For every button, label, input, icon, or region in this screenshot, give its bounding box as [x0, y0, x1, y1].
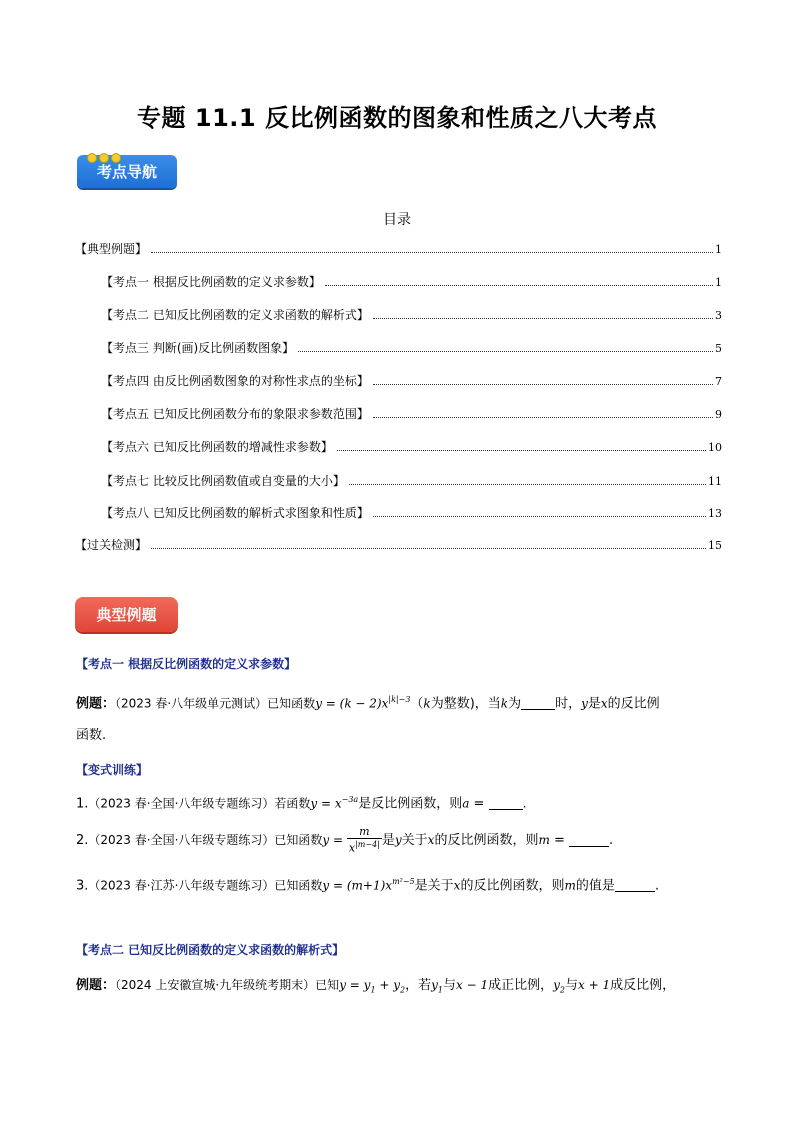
toc-leader [349, 484, 706, 485]
example-1-line2: 函数. [76, 728, 107, 743]
nav-badge-label: 考点导航 [96, 163, 157, 181]
toc-leader [373, 384, 713, 385]
example-1: 例题：（2023 春·八年级单元测试）已知函数$y = (k - 2)x^{|k|-3}(k$为整数)，当k为 时，y是x的反比例 [76, 695, 660, 712]
question-3: 3.（2023 春·江苏·八年级专题练习）已知函数$y = (m+1)x^{m^2-5}$是关于x的反比例函数，则m的值是 . [76, 877, 660, 894]
answer-blank[interactable] [489, 795, 523, 810]
section-heading-2: 【考点二 已知反比例函数的定义求函数的解析式】 [76, 943, 345, 957]
toc-page-number: 1 [715, 243, 722, 256]
toc-page-number: 10 [708, 441, 722, 454]
toc-page-number: 15 [708, 539, 722, 552]
toc-row-label: 【典型例题】 [75, 242, 148, 256]
question-1: 1.（2023 春·全国·八年级专题练习）若函数$y = x^{-3a}$是反比例函数，则a = . [76, 795, 527, 812]
examples-badge-label: 典型例题 [96, 606, 157, 624]
toc-leader [373, 318, 713, 319]
toc-row[interactable] [101, 472, 722, 492]
toc-row[interactable] [101, 273, 722, 293]
toc-page-number: 3 [715, 309, 722, 322]
toc-leader [337, 450, 706, 451]
toc-row[interactable] [101, 339, 722, 359]
example-2: 例题：（2024 上安徽宣城·九年级统考期末）已知$y = y_1 + y_2$，若$y_1$与x − 1成正比例，$y_2$与x + 1成反比例， [76, 978, 676, 995]
answer-blank[interactable] [521, 695, 555, 710]
toc-row-label: 【考点三 判断(画)反比例函数图象】 [101, 341, 295, 355]
toc-row-label: 【考点六 已知反比例函数的增减性求参数】 [101, 440, 333, 454]
toc-leader [373, 516, 706, 517]
toc-row-label: 【考点二 已知反比例函数的定义求函数的解析式】 [101, 308, 369, 322]
toc-leader [325, 285, 713, 286]
examples-badge [75, 597, 178, 632]
toc-row[interactable] [101, 372, 722, 392]
toc-leader [298, 351, 713, 352]
section-heading-1: 【考点一 根据反比例函数的定义求参数】 [76, 657, 297, 671]
toc-page-number: 1 [715, 276, 722, 289]
toc-page-number: 13 [708, 507, 722, 520]
fraction: $\frac{m}{x^{|m-4|}}$ [348, 825, 380, 855]
answer-blank[interactable] [569, 832, 609, 847]
nav-badge [77, 155, 177, 188]
toc-leader [373, 417, 713, 418]
formula: y = (k − 2)x [315, 696, 389, 711]
toc-leader [151, 252, 713, 253]
question-2: 2.（2023 春·全国·八年级专题练习）已知函数y = $\frac{m}{x^{|m-4|}}$ 是y关于x的反比例函数，则m = . [76, 825, 614, 855]
toc-row[interactable] [101, 306, 722, 326]
toc-row-label: 【过关检测】 [75, 538, 148, 552]
toc-row[interactable] [101, 405, 722, 425]
toc-row-label: 【考点五 已知反比例函数分布的象限求参数范围】 [101, 407, 369, 421]
toc-row[interactable] [75, 240, 722, 260]
toc-page-number: 7 [715, 375, 722, 388]
toc-page-number: 11 [708, 475, 722, 488]
toc-row[interactable] [101, 438, 722, 458]
toc-title: 目录 [383, 212, 411, 228]
toc-row-label: 【考点一 根据反比例函数的定义求参数】 [101, 275, 321, 289]
variant-training-heading: 【变式训练】 [76, 763, 149, 777]
toc-row-label: 【考点四 由反比例函数图象的对称性求点的坐标】 [101, 374, 369, 388]
toc-page-number: 9 [715, 408, 722, 421]
toc-row[interactable] [101, 504, 722, 524]
toc-page-number: 5 [715, 342, 722, 355]
toc-row-label: 【考点七 比较反比例函数值或自变量的大小】 [101, 474, 345, 488]
toc-leader [151, 548, 706, 549]
toc-row-label: 【考点八 已知反比例函数的解析式求图象和性质】 [101, 506, 369, 520]
answer-blank[interactable] [615, 877, 655, 892]
toc-row[interactable] [75, 536, 722, 556]
page-title: 专题 11.1 反比例函数的图象和性质之八大考点 [137, 104, 657, 132]
